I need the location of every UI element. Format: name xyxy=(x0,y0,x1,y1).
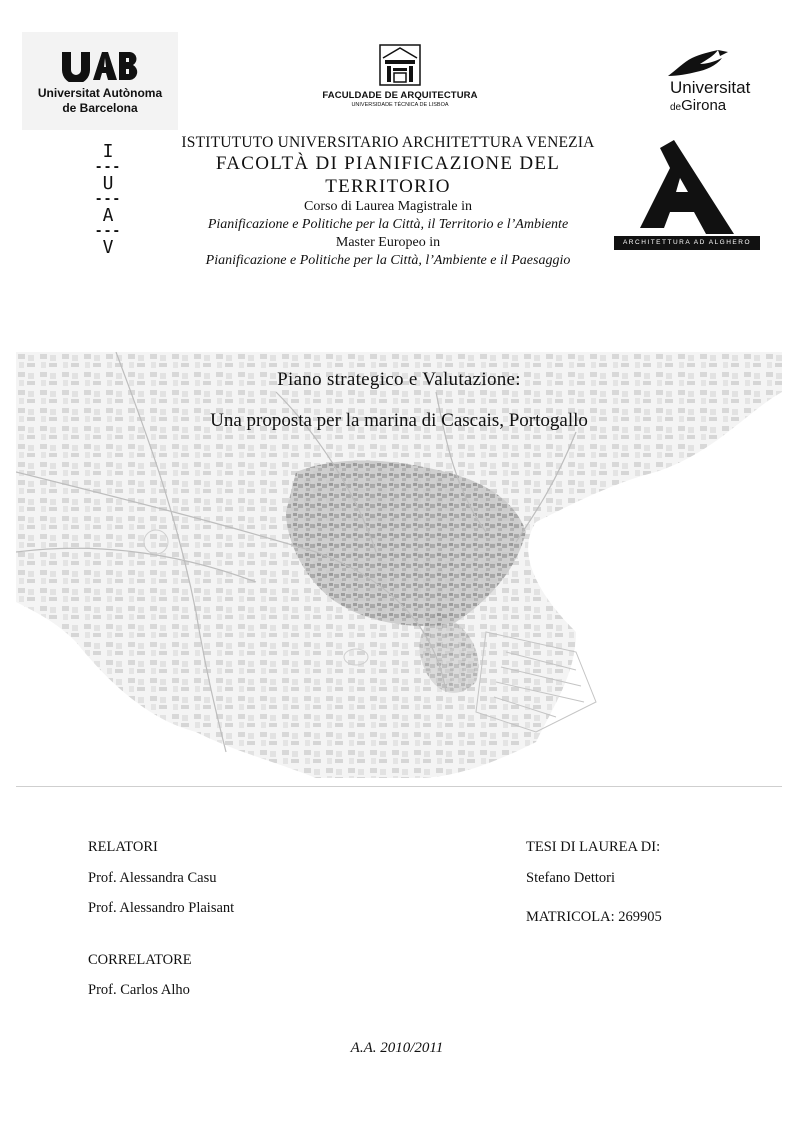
tesi-label: TESI DI LAUREA DI: xyxy=(526,839,661,855)
master-name: Pianificazione e Politiche per la Città, l’Ambiente e il Paesaggio xyxy=(205,253,571,268)
faculty-line1: FACOLTÀ DI PIANIFICAZIONE DEL xyxy=(215,153,561,174)
relatore-2: Prof. Alessandro Plaisant xyxy=(88,900,235,916)
uab-mark-icon xyxy=(60,50,140,82)
institution-block xyxy=(150,133,626,270)
thesis-title: Piano strategico e Valutazione: xyxy=(277,369,521,390)
fa-building-icon xyxy=(379,44,421,86)
fa-logo xyxy=(300,44,500,112)
uab-name-line2: de Barcelona xyxy=(62,101,138,115)
correlatore-label: CORRELATORE xyxy=(88,952,192,968)
academic-year: A.A. 2010/2011 xyxy=(350,1040,444,1056)
udg-name-line1: Universitat xyxy=(670,78,751,97)
correlatore-name: Prof. Carlos Alho xyxy=(88,982,190,998)
relatori-label: RELATORI xyxy=(88,839,158,855)
iuav-letter: I xyxy=(102,141,114,162)
uab-name-line1: Universitat Autònoma xyxy=(37,86,163,100)
author-name: Stefano Dettori xyxy=(526,870,615,886)
matricola: MATRICOLA: 269905 xyxy=(526,909,662,925)
alghero-band: ARCHITETTURA AD ALGHERO xyxy=(614,236,760,250)
alghero-logo xyxy=(614,140,760,252)
cascais-map xyxy=(16,352,782,778)
thesis-subtitle: Una proposta per la marina di Cascais, Portogallo xyxy=(210,410,588,431)
iuav-letter: A xyxy=(102,205,114,226)
fa-sub: UNIVERSIDADE TÉCNICA DE LISBOA xyxy=(351,102,449,108)
iuav-letter: V xyxy=(102,237,114,258)
faculty-line2: TERRITORIO xyxy=(325,176,451,197)
udg-bird-icon xyxy=(666,48,730,78)
divider xyxy=(16,786,782,787)
fa-name: FACULDADE DE ARQUITECTURA xyxy=(322,90,478,101)
iuav-logo: I --- U --- A --- V xyxy=(88,142,128,258)
alghero-a-icon xyxy=(640,140,734,234)
course-label: Corso di Laurea Magistrale in xyxy=(304,199,472,214)
iuav-letter: U xyxy=(102,173,114,194)
institution-name: ISTITUTUTO UNIVERSITARIO ARCHITETTURA VENEZIA xyxy=(181,134,595,151)
relatore-1: Prof. Alessandra Casu xyxy=(88,870,217,886)
uab-logo xyxy=(22,32,178,130)
udg-logo xyxy=(664,48,764,120)
master-label: Master Europeo in xyxy=(335,235,441,250)
udg-name-line2: deGirona xyxy=(670,97,727,114)
course-name: Pianificazione e Politiche per la Città, il Territorio e l’Ambiente xyxy=(207,217,569,232)
